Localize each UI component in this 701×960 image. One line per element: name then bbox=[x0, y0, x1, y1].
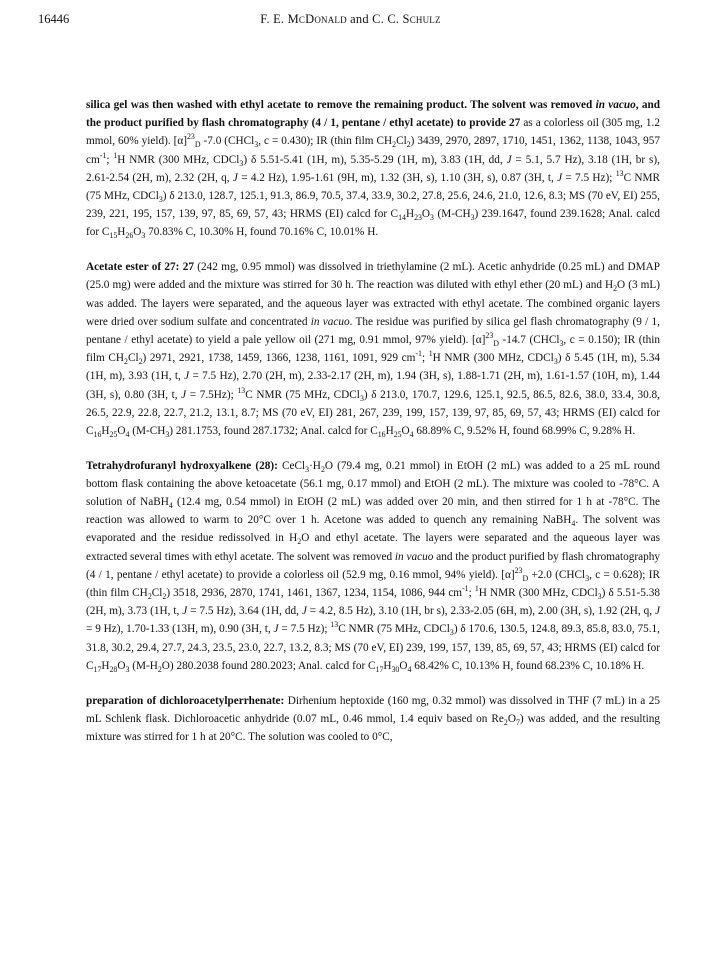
subscript: 25 bbox=[109, 429, 118, 439]
text-run: ) 239.1647, found 239.1628; Anal. calcd for C bbox=[86, 208, 661, 239]
text-run: -7.0 (CHCl bbox=[200, 135, 255, 148]
superscript: 23 bbox=[485, 330, 494, 340]
text-run: H NMR (300 MHz, CDCl bbox=[478, 587, 598, 600]
subscript: 4 bbox=[571, 519, 576, 529]
text-run: . The residue was purified by silica gel flash chromatography (9 / 1, pentane / ethyl acetate) to yield a pale yellow oil (271 mg, 0.91 mmol, 97% yield). [α] bbox=[86, 315, 660, 346]
superscript: 23 bbox=[514, 565, 523, 575]
text-run: 68.89% C, 9.52% H, found 68.99% C, 9.28% H. bbox=[413, 424, 636, 437]
page-number: 16446 bbox=[38, 12, 70, 26]
superscript: 13 bbox=[330, 620, 339, 630]
section-heading: Tetrahydrofuranyl hydroxyalkene (28): bbox=[86, 459, 278, 472]
text-run: H bbox=[405, 208, 415, 221]
text-run: O bbox=[507, 712, 516, 725]
text-run: O bbox=[401, 424, 410, 437]
subscript: 4 bbox=[407, 664, 412, 674]
subscript: 2 bbox=[392, 140, 397, 150]
subscript: 3 bbox=[239, 158, 244, 168]
text-run: O bbox=[133, 226, 142, 239]
text-run: in vacuo bbox=[394, 550, 434, 563]
text-run: ; bbox=[468, 587, 475, 600]
subscript: 3 bbox=[470, 213, 475, 223]
text-run: H bbox=[101, 659, 110, 672]
subscript: D bbox=[522, 573, 529, 583]
text-run: , c = 0.150); IR (thin film CH bbox=[86, 333, 660, 365]
compound-number: 27 bbox=[508, 117, 521, 130]
subscript: 2 bbox=[320, 464, 325, 474]
text-run: (M-CH bbox=[433, 208, 471, 221]
text-run: ) 3439, 2970, 2897, 1710, 1451, 1362, 1138, 1043, 957 cm bbox=[86, 135, 660, 166]
superscript: 13 bbox=[615, 168, 624, 178]
coupling-constant-symbol: J bbox=[232, 171, 238, 184]
superscript: 13 bbox=[237, 385, 246, 395]
paragraph-product-27 bbox=[86, 96, 660, 242]
subscript: 2 bbox=[124, 357, 128, 367]
author-1-initial: F. E. M bbox=[260, 12, 299, 26]
superscript: 23 bbox=[187, 132, 195, 142]
subscript: 3 bbox=[305, 464, 310, 474]
text-run: ) δ 213.0, 170.7, 129.6, 125.1, 92.5, 86.5, 82.6, 38.0, 33.4, 30.8, 26.5, 22.9, 22.8, 22.7, 21.2, 13.1, 8.7; MS (70 eV, EI) 281, 267, 239, 199, 157, 139, 97, 85, 69, 57, 43; HRMS (EI) calcd for C bbox=[86, 388, 660, 437]
text-run: C NMR (75 MHz, CDCl bbox=[338, 623, 450, 636]
text-run: (12.4 mg, 0.54 mmol) in EtOH (2 mL) was added over 20 min, and then stirred for 1 h at -78°C. The reaction was allowed to warm to 20°C over 1 h. Acetone was added to quench any remaining NaBH bbox=[86, 496, 660, 527]
text-run: Cl bbox=[127, 352, 139, 365]
text-run: = 7.5 Hz), 2.70 (2H, m), 2.33-2.17 (2H, m), 1.94 (3H, s), 1.88-1.71 (2H, m), 1.61-1.57 (10H, m), 1.44 (3H, s), 0.80 (3H, t, bbox=[86, 370, 660, 401]
superscript: 1 bbox=[113, 150, 118, 160]
running-head-and: and bbox=[346, 12, 373, 26]
text-run: ) 281.1753, found 287.1732; Anal. calcd for C bbox=[169, 424, 378, 437]
subscript: 3 bbox=[449, 628, 454, 638]
subscript: 3 bbox=[158, 195, 163, 205]
subscript: 17 bbox=[375, 664, 384, 674]
superscript: -1 bbox=[99, 150, 107, 160]
subscript: 16 bbox=[377, 429, 386, 439]
text-run: , c = 0.628); IR (thin film CH bbox=[86, 568, 660, 600]
coupling-constant-symbol: J bbox=[506, 153, 512, 166]
text-run: as a colorless oil (305 mg, 1.2 mmol, 60% yield). [α] bbox=[86, 117, 660, 148]
paragraph-hydroxyalkene-28 bbox=[86, 457, 660, 675]
text-run: O bbox=[117, 424, 126, 437]
subscript: 3 bbox=[559, 338, 564, 348]
subscript: 3 bbox=[165, 429, 170, 439]
coupling-constant-symbol: J bbox=[301, 605, 307, 618]
subscript: 15 bbox=[109, 231, 118, 241]
subscript: D bbox=[194, 140, 201, 150]
text-run: O bbox=[117, 659, 126, 672]
text-run: CeCl bbox=[277, 459, 306, 472]
text-run: (242 mg, 0.95 mmol) was dissolved in triethylamine (2 mL). Acetic anhydride (0.25 mL) and DMAP (25.0 mg) were added and the mixture was stirred for 30 h. The reaction was diluted with ethyl ether (20 mL) and H bbox=[86, 261, 660, 292]
text-run: O and ethyl acetate. The layers were separated and the aqueous layer was extracted several times with ethyl acetate. The solvent was removed bbox=[86, 532, 661, 563]
text-run: (M-H bbox=[129, 659, 158, 672]
text-run: O (3 mL) was added. The layers were separated, and the aqueous layer was extracted with ethyl acetate. The combined organic layers were dried over sodium sulfate and concentrated bbox=[86, 279, 660, 328]
coupling-constant-symbol: J bbox=[182, 605, 188, 618]
text-run: ) δ 5.51-5.41 (1H, m), 5.35-5.29 (1H, m), 3.83 (1H, dd, bbox=[243, 153, 507, 166]
author-2-initial: C. C. S bbox=[372, 12, 410, 26]
text-run: Cl bbox=[396, 135, 407, 148]
text-run: +2.0 (CHCl bbox=[528, 568, 586, 581]
subscript: 16 bbox=[93, 429, 102, 439]
text-run: ) 3518, 2936, 2870, 1741, 1461, 1367, 1234, 1154, 1086, 944 cm bbox=[166, 587, 463, 600]
running-head bbox=[0, 12, 701, 27]
text-run: O) 280.2038 found 280.2023; Anal. calcd for C bbox=[161, 659, 376, 672]
superscript: -1 bbox=[462, 584, 469, 594]
text-run: H NMR (300 MHz, CDCl bbox=[117, 153, 240, 166]
subscript: 7 bbox=[515, 717, 520, 727]
coupling-constant-symbol: J bbox=[557, 171, 563, 184]
text-run: H bbox=[117, 226, 126, 239]
text-run: = 7.5Hz); bbox=[186, 388, 238, 401]
subscript: 25 bbox=[393, 429, 402, 439]
text-run: , c = 0.430); IR (thin film CH bbox=[258, 135, 393, 148]
text-run: = 7.5 Hz), 3.64 (1H, dd, bbox=[187, 605, 302, 618]
text-run: = 7.5 Hz); bbox=[278, 623, 331, 636]
text-run: 68.42% C, 10.13% H, found 68.23% C, 10.18% H. bbox=[411, 659, 645, 672]
subscript: 3 bbox=[585, 573, 590, 583]
subscript: 2 bbox=[406, 140, 411, 150]
text-run: ) δ 170.6, 130.5, 124.8, 89.3, 85.8, 83.0, 75.1, 31.8, 30.2, 29.4, 27.7, 24.3, 23.5, 23.0, 22.7, 13.2, 8.3; MS (70 eV, EI) 239, 199, 157, 139, 85, 69, 57, 43; HRMS (EI) calcd for C bbox=[86, 623, 660, 672]
text-run: C NMR (75 MHz, CDCl bbox=[86, 171, 660, 203]
text-run: and the product purified by flash chromatography (4 / 1, pentane / ethyl acetate) to provide a colorless oil (52.9 mg, 0.16 mmol, 94% yield). [α] bbox=[86, 550, 660, 581]
subscript: 3 bbox=[430, 213, 434, 223]
text-run: ) δ 213.0, 128.7, 125.1, 91.3, 86.9, 70.5, 37.4, 33.9, 30.2, 27.8, 25.6, 24.6, 21.0, 12.6, 8.3; MS (70 eV, EI) 255, 239, 221, 195, 157, 139, 97, 85, 69, 57, 43; HRMS (EI) calcd for C bbox=[86, 190, 660, 221]
author-1-surname-rest: cDonald bbox=[298, 12, 347, 26]
text-run: O bbox=[399, 659, 408, 672]
text-run: ) 2971, 2921, 1738, 1459, 1366, 1238, 1161, 1091, 929 cm bbox=[142, 352, 416, 365]
subscript: 2 bbox=[162, 592, 167, 602]
subscript: 4 bbox=[125, 429, 130, 439]
subscript: 2 bbox=[297, 537, 302, 547]
text-run: ) δ 5.45 (1H, m), 5.34 (1H, m), 3.93 (1H, t, bbox=[86, 352, 660, 383]
text-run: = 9 Hz), 1.70-1.33 (13H, m), 0.90 (3H, t, bbox=[86, 623, 274, 636]
text-run: = 5.1, 5.7 Hz), 3.18 (1H, br s), 2.61-2.54 (2H, m), 2.32 (2H, q, bbox=[86, 153, 660, 184]
text-run: (M-CH bbox=[129, 424, 166, 437]
text-run: ) was added, and the resulting mixture was stirred for 1 h at 20°C. The solution was cooled to 0°C, bbox=[86, 712, 660, 743]
text-run: = 4.2, 8.5 Hz), 3.10 (1H, br s), 2.33-2.05 (6H, m), 2.00 (3H, s), 1.92 (2H, q, bbox=[306, 605, 655, 618]
text-run: ; bbox=[421, 352, 429, 365]
subscript: 3 bbox=[125, 664, 130, 674]
subscript: 3 bbox=[141, 231, 146, 241]
superscript: -1 bbox=[415, 349, 422, 359]
text-run: C NMR (75 MHz, CDCl bbox=[245, 388, 360, 401]
subscript: 26 bbox=[125, 231, 134, 241]
text-run: in vacuo bbox=[595, 99, 636, 111]
text-run: in vacuo bbox=[310, 315, 350, 328]
text-run: Cl bbox=[151, 587, 163, 600]
coupling-constant-symbol: J bbox=[181, 388, 187, 401]
coupling-constant-symbol: J bbox=[654, 605, 660, 618]
subscript: 17 bbox=[93, 664, 102, 674]
subscript: 14 bbox=[398, 213, 406, 223]
superscript: 1 bbox=[428, 349, 433, 359]
subscript: 3 bbox=[553, 357, 558, 367]
text-run: -14.7 (CHCl bbox=[498, 333, 560, 346]
coupling-constant-symbol: J bbox=[184, 370, 190, 383]
text-run: ; bbox=[106, 153, 114, 166]
text-run: silica gel was then washed with ethyl acetate to remove the remaining product. The solvent was removed bbox=[86, 99, 596, 111]
superscript: 1 bbox=[474, 584, 479, 594]
subscript: D bbox=[493, 338, 499, 348]
subscript: 4 bbox=[168, 501, 173, 511]
page-header bbox=[0, 12, 701, 32]
author-2-surname-rest: chulz bbox=[409, 12, 441, 26]
subscript: 2 bbox=[138, 357, 143, 367]
text-run: H bbox=[383, 659, 392, 672]
text-run: O (79.4 mg, 0.21 mmol) in EtOH (2 mL) was added to a 25 mL round bottom flask containing the above ketoacetate (56.1 mg, 0.17 mmol) and EtOH (2 mL). The mixture was cooled to -78°C. A solution of NaBH bbox=[86, 459, 660, 509]
subscript: 28 bbox=[109, 664, 118, 674]
paragraph-acetate-ester bbox=[86, 258, 660, 440]
paragraph-dichloroacetylperrhenate bbox=[86, 692, 660, 747]
subscript: 3 bbox=[359, 393, 364, 403]
subscript: 30 bbox=[391, 664, 400, 674]
subscript: 23 bbox=[414, 213, 422, 223]
text-run: = 7.5 Hz); bbox=[562, 171, 616, 184]
subscript: 2 bbox=[147, 592, 152, 602]
text-run: O bbox=[421, 208, 431, 221]
text-run: , and the product purified by flash chromatography (4 / 1, pentane / ethyl acetate) to provide bbox=[86, 99, 660, 130]
text-run: H bbox=[385, 424, 394, 437]
subscript: 3 bbox=[597, 592, 602, 602]
coupling-constant-symbol: J bbox=[273, 623, 279, 636]
text-run: = 4.2 Hz), 1.95-1.61 (9H, m), 1.32 (3H, s), 1.10 (3H, s), 0.87 (3H, t, bbox=[237, 171, 558, 184]
text-run: ) δ 5.51-5.38 (2H, m), 3.73 (1H, t, bbox=[86, 587, 660, 618]
subscript: 2 bbox=[613, 284, 618, 294]
text-run: H NMR (300 MHz, CDCl bbox=[432, 352, 554, 365]
text-run: 70.83% C, 10.30% H, found 70.16% C, 10.01% H. bbox=[145, 226, 379, 239]
text-run: . The solvent was evaporated and the residue redissolved in H bbox=[86, 514, 661, 545]
section-heading: Acetate ester of 27: bbox=[86, 261, 180, 274]
article-body bbox=[86, 96, 660, 763]
subscript: 2 bbox=[503, 717, 508, 727]
section-heading: preparation of dichloroacetylperrhenate: bbox=[86, 694, 285, 707]
text-run: H bbox=[101, 424, 110, 437]
text-run: Dirhenium heptoxide (160 mg, 0.32 mmol) was dissolved in THF (7 mL) in a 25 mL Schlenk flask. Dichloroacetic anhydride (0.07 mL, 0.46 mmol, 1.4 equiv based on Re bbox=[86, 694, 660, 725]
subscript: 2 bbox=[157, 664, 162, 674]
text-run: ·H bbox=[309, 459, 321, 472]
compound-number: 27 bbox=[182, 261, 194, 274]
subscript: 3 bbox=[254, 140, 259, 150]
subscript: 4 bbox=[409, 429, 414, 439]
